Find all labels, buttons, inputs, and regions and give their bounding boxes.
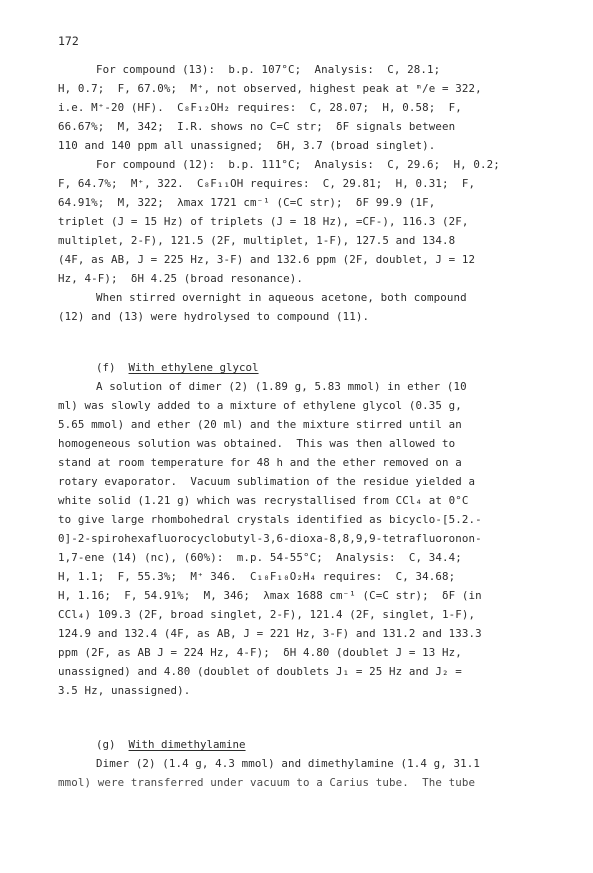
text-line: rotary evaporator. Vacuum sublimation of the residue yielded a [58,475,476,488]
text-line: H, 0.7; F, 67.0%; M⁺, not observed, highest peak at ᵐ/e = 322, [58,82,482,95]
text-line: mmol) were transferred under vacuum to a Carius tube. The tube [58,776,476,789]
text-line: unassigned) and 4.80 (doublet of doublets J₁ = 25 Hz and J₂ = [58,665,462,678]
text-line: 0]-2-spirohexafluorocyclobutyl-3,6-dioxa-8,8,9,9-tetrafluoronon- [58,532,482,545]
text-line: (12) and (13) were hydrolysed to compound (11). [58,310,370,323]
section-title: With ethylene glycol [128,361,259,374]
section-label: (f) [96,361,116,374]
section-title: With dimethylamine [128,738,246,751]
text-line: to give large rhombohedral crystals identified as bicyclo-[5.2.- [58,513,482,526]
text-line: (4F, as AB, J = 225 Hz, 3-F) and 132.6 ppm (2F, doublet, J = 12 [58,253,476,266]
text-line: 110 and 140 ppm all unassigned; δH, 3.7 (broad singlet). [58,139,436,152]
text-line: 5.65 mmol) and ether (20 ml) and the mixture stirred until an [58,418,462,431]
text-line: Hz, 4-F); δH 4.25 (broad resonance). [58,272,303,285]
page-number: 172 [58,34,79,48]
text-line: 64.91%; M, 322; λmax 1721 cm⁻¹ (C=C str); δF 99.9 (1F, [58,196,436,209]
section-heading-f [96,361,259,375]
text-line: When stirred overnight in aqueous acetone, both compound [96,291,467,304]
text-line: Dimer (2) (1.4 g, 4.3 mmol) and dimethylamine (1.4 g, 31.1 [96,757,480,770]
text-line: triplet (J = 15 Hz) of triplets (J = 18 Hz), =CF-), 116.3 (2F, [58,215,469,228]
text-line: homogeneous solution was obtained. This was then allowed to [58,437,456,450]
text-line: 124.9 and 132.4 (4F, as AB, J = 221 Hz, 3-F) and 131.2 and 133.3 [58,627,482,640]
text-line: CCl₄) 109.3 (2F, broad singlet, 2-F), 121.4 (2F, singlet, 1-F), [58,608,476,621]
text-line: white solid (1.21 g) which was recrystallised from CCl₄ at 0°C [58,494,469,507]
text-line: H, 1.16; F, 54.91%; M, 346; λmax 1688 cm⁻¹ (C=C str); δF (in [58,589,482,602]
text-line: multiplet, 2-F), 121.5 (2F, multiplet, 1-F), 127.5 and 134.8 [58,234,456,247]
text-line: ml) was slowly added to a mixture of ethylene glycol (0.35 g, [58,399,462,412]
text-line: For compound (13): b.p. 107°C; Analysis: C, 28.1; [96,63,441,76]
text-line: H, 1.1; F, 55.3%; M⁺ 346. C₁₀F₁₀O₂H₄ requires: C, 34.68; [58,570,456,583]
text-line: For compound (12): b.p. 111°C; Analysis: C, 29.6; H, 0.2; [96,158,500,171]
text-line: ppm (2F, as AB J = 224 Hz, 4-F); δH 4.80 (doublet J = 13 Hz, [58,646,462,659]
text-line: F, 64.7%; M⁺, 322. C₈F₁₁OH requires: C, 29.81; H, 0.31; F, [58,177,476,190]
text-line: 3.5 Hz, unassigned). [58,684,191,697]
section-heading-g [96,738,246,752]
text-line: 66.67%; M, 342; I.R. shows no C=C str; δF signals between [58,120,456,133]
text-line: i.e. M⁺-20 (HF). C₈F₁₂OH₂ requires: C, 28.07; H, 0.58; F, [58,101,462,114]
section-label: (g) [96,738,116,751]
text-line: 1,7-ene (14) (nc), (60%): m.p. 54-55°C; Analysis: C, 34.4; [58,551,462,564]
text-line: stand at room temperature for 48 h and the ether removed on a [58,456,462,469]
text-line: A solution of dimer (2) (1.89 g, 5.83 mmol) in ether (10 [96,380,467,393]
